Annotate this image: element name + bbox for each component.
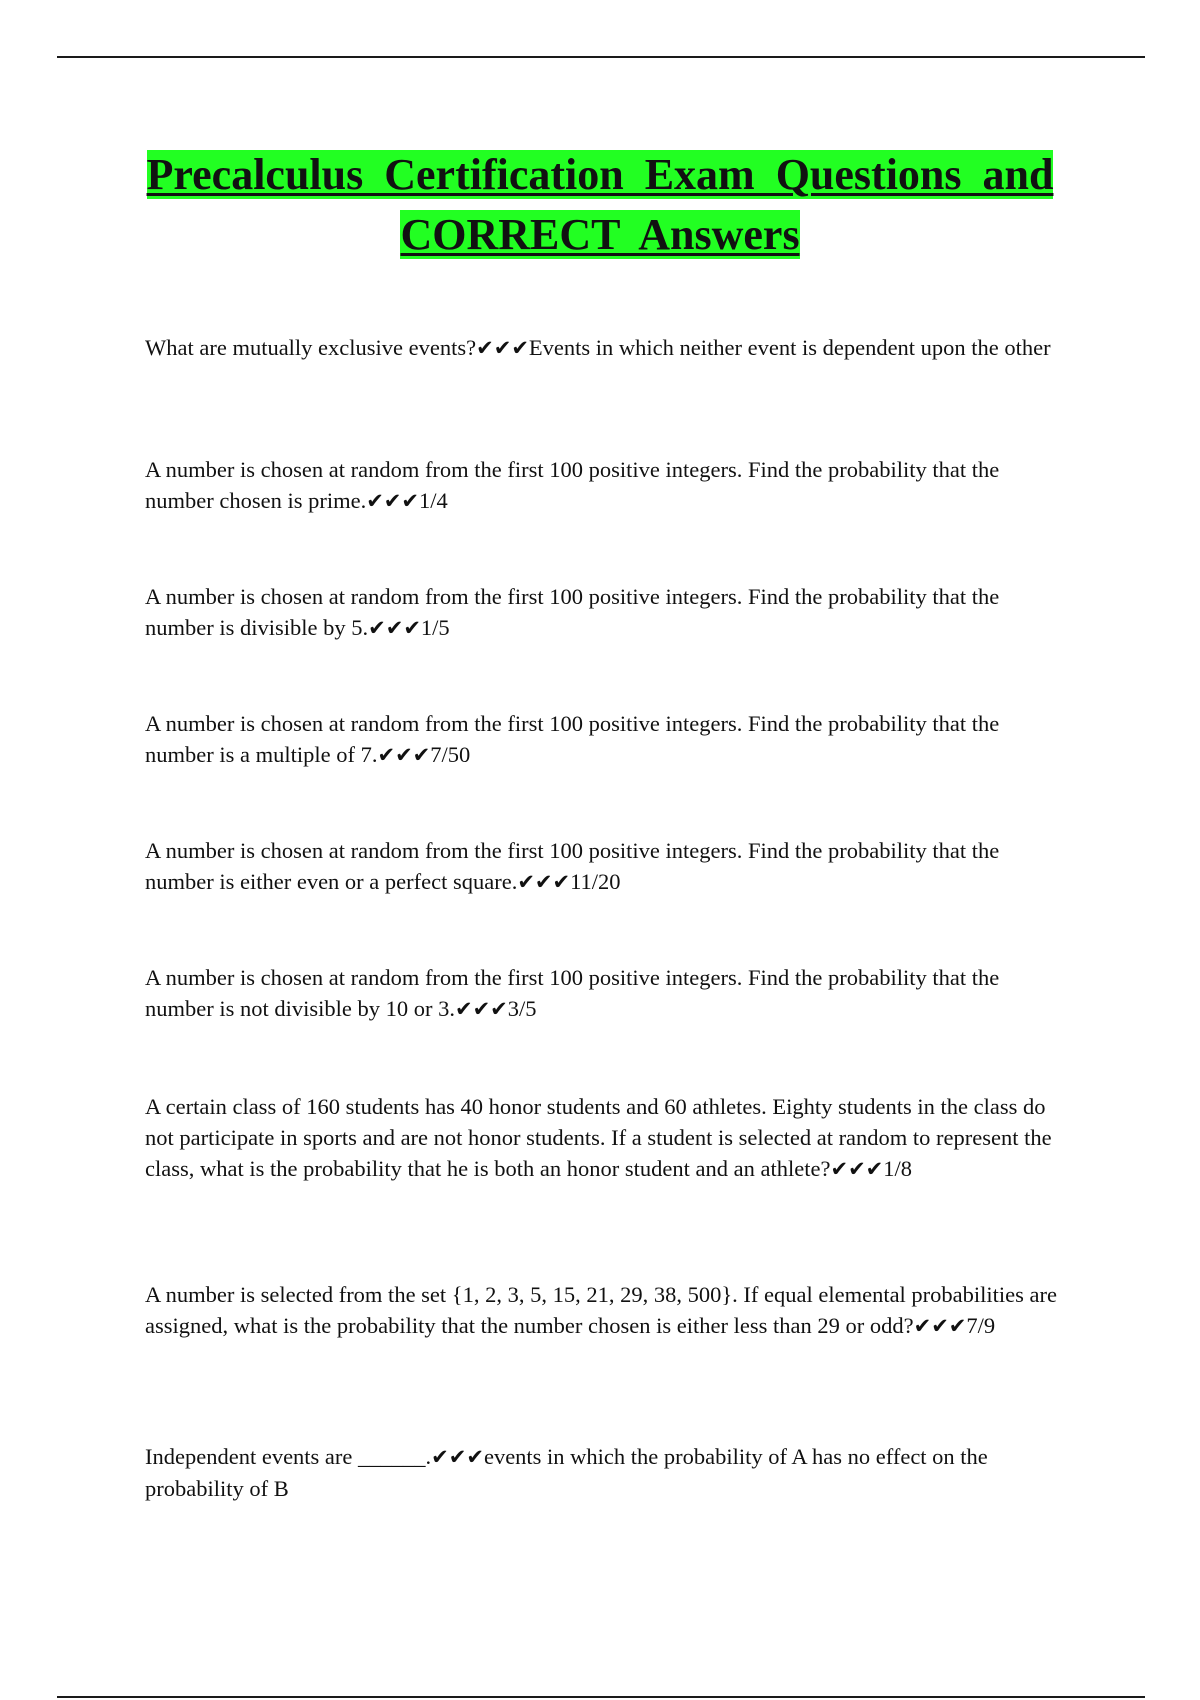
- answer-text: 7/9: [966, 1313, 996, 1338]
- question-text: A number is chosen at random from the first 100 positive integers. Find the probability that the number is not divisible by 10 or 3.: [145, 965, 1000, 1021]
- answer-text: 1/5: [420, 615, 450, 640]
- bottom-rule: [57, 1696, 1145, 1698]
- check-marks-icon: ✔✔✔: [913, 1314, 967, 1338]
- answer-text: Events in which neither event is dependent upon the other: [528, 335, 1051, 360]
- question-text: A certain class of 160 students has 40 honor students and 60 athletes. Eighty students in the class do not participate in sports and are not honor students. If a student is selected at random to represent the class, what is the probability that he is both an honor student and an athlete?: [145, 1094, 1052, 1181]
- question-text: Independent events are ______.: [145, 1444, 432, 1469]
- qa-item-7: [145, 1091, 1065, 1185]
- check-marks-icon: ✔✔✔: [431, 1445, 484, 1469]
- qa-item-4: [145, 708, 1065, 771]
- question-text: A number is chosen at random from the first 100 positive integers. Find the probability that the number is a multiple of 7.: [145, 711, 1000, 767]
- qa-item-6: [145, 962, 1065, 1025]
- qa-item-5: [145, 835, 1065, 898]
- question-text: A number is selected from the set {1, 2, 3, 5, 15, 21, 29, 38, 500}. If equal elemental probabilities are assigned, what is the probability that the number chosen is either less than 29 or odd?: [145, 1282, 1057, 1338]
- question-text: A number is chosen at random from the first 100 positive integers. Find the probability that the number is either even or a perfect square.: [145, 838, 1000, 894]
- check-marks-icon: ✔✔✔: [366, 489, 419, 513]
- page-title-text: Precalculus Certification Exam Questions and CORRECT Answers: [146, 150, 1054, 259]
- check-marks-icon: ✔✔✔: [476, 336, 529, 360]
- qa-item-2: [145, 454, 1065, 517]
- qa-item-9: [145, 1441, 1065, 1504]
- answer-text: 3/5: [507, 996, 537, 1021]
- check-marks-icon: ✔✔✔: [830, 1157, 884, 1181]
- answer-text: 1/4: [419, 488, 448, 513]
- answer-text: 1/8: [883, 1156, 913, 1181]
- check-marks-icon: ✔✔✔: [517, 870, 571, 894]
- qa-item-1: [145, 332, 1065, 364]
- top-rule: [57, 56, 1145, 58]
- answer-text: 7/50: [430, 742, 471, 767]
- check-marks-icon: ✔✔✔: [368, 616, 421, 640]
- answer-text: 11/20: [570, 869, 621, 894]
- question-text: A number is chosen at random from the first 100 positive integers. Find the probability that the number is divisible by 5.: [145, 584, 1000, 640]
- answer-text: events in which the probability of A has no effect on the probability of B: [145, 1444, 988, 1501]
- question-text: A number is chosen at random from the first 100 positive integers. Find the probability that the number chosen is prime.: [145, 457, 1000, 513]
- check-marks-icon: ✔✔✔: [454, 997, 508, 1021]
- question-text: What are mutually exclusive events?: [145, 335, 477, 360]
- qa-item-8: [145, 1279, 1065, 1342]
- page-title: [100, 145, 1100, 265]
- qa-item-3: [145, 581, 1065, 644]
- check-marks-icon: ✔✔✔: [377, 743, 431, 767]
